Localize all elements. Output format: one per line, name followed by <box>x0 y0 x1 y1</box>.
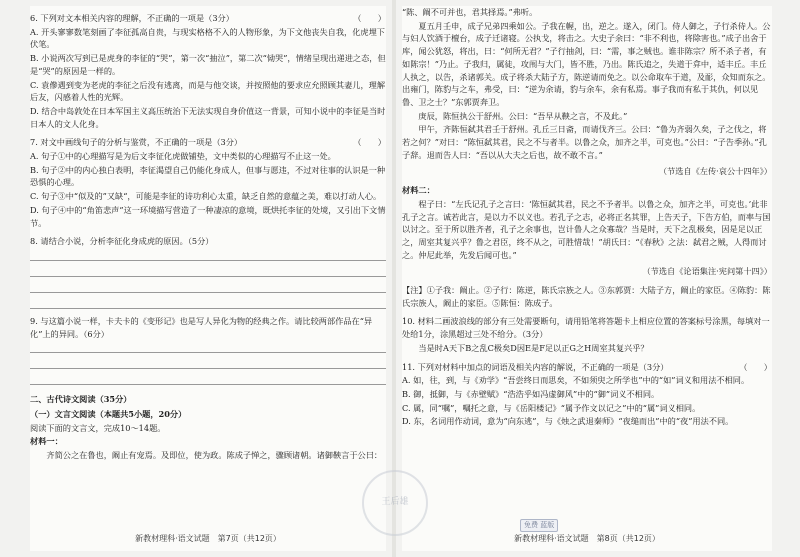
material-2-title: 材料二： <box>402 185 435 196</box>
q9-stem: 9. 与这篇小说一样，卡夫卡的《变形记》也是写人异化为物的经典之作。请比较两部作品在“异化”上的异同。（6分） <box>30 315 373 339</box>
q7-answer-paren: （ ） <box>353 137 386 148</box>
q11-answer-paren: （ ） <box>739 361 772 372</box>
q11-stem <box>402 361 772 374</box>
answer-line[interactable] <box>30 341 386 353</box>
q10-stem: 10. 材料二画波浪线的部分有三处需要断句，请用铅笔将答题卡上相应位置的答案标号涂黑，每填对一处给1分，涂黑超过三处不给分。（3分） <box>402 316 770 340</box>
material-1-title: 材料一： <box>30 436 63 447</box>
q6-option-a: A. 开头寥寥数笔刻画了李征孤高自贵，与现实格格不入的人物形象，为下文他丧失自我，化虎埋下伏笔。 <box>30 26 385 50</box>
q6-stem-text: 6. 下列对文本相关内容的理解，不正确的一项是（3分） <box>30 13 234 23</box>
page-footer-left: 新教材理科·语文试题 第7页（共12页） <box>135 533 281 543</box>
q6-option-b: B. 小说两次写到已是虎身的李征的“哭”，第一次“抽泣”，第二次“恸哭”，情绪呈现出递进之态，但是“哭”的原因是一样的。 <box>30 53 386 76</box>
q11-stem-text: 11. 下列对材料中加点的词语及相关内容的解说，不正确的一项是（3分） <box>402 361 669 372</box>
section-2a-title: （一）文言文阅读（本题共5小题，20分） <box>30 409 187 420</box>
watermark-seal-icon <box>362 470 428 536</box>
q11-option-c: C. 属，同“嘱”，嘱托之意，与《岳阳楼记》“属予作文以记之”中的“属”词义相同。 <box>402 402 701 413</box>
source-citation-2: （节选自《论语集注·宪问第十四》） <box>642 266 772 277</box>
q6-stem <box>30 12 386 25</box>
page-left <box>30 6 386 551</box>
corner-badge: 免费 蓝版 <box>520 519 558 532</box>
q11-option-d: D. 东，名词用作动词，意为“向东逃”，与《烛之武退秦师》“夜缒而出”中的“夜”用法不同。 <box>402 416 734 427</box>
answer-line[interactable] <box>30 373 386 385</box>
answer-line[interactable] <box>30 297 386 309</box>
q7-option-a: A. 句子①中的心理描写是为后文李征化虎做铺垫，文中类似的心理描写不止这一处。 <box>30 151 336 162</box>
footnote: 【注】①子我：阚止。②子行：陈逆，陈氏宗族之人。③东郭贾：大陆子方，阚止的家臣。④陈豹：陈氏宗族人，阚止的家臣。⑤陈恒：陈成子。 <box>402 285 771 308</box>
material-1-para-4: 甲午，齐陈恒弑其君壬于舒州。孔丘三日斋，而请伐齐三。公曰：“鲁为齐弱久矣，子之伐之，将若之何？”对曰：“陈恒弑其君，民之不与者半。以鲁之众，加齐之半，可克也。”公曰：“子告季孙。”孔子辞。退而告人曰：“吾以从大夫之后也，故不敢不言。” <box>402 124 767 160</box>
material-1-para-3: 庚辰，陈恒执公于舒州。公曰：“吾早从鞅之言，不及此。” <box>418 110 628 121</box>
q11-option-a: A. 如，往，到，与《劝学》“吾尝终日而思矣，不如须臾之所学也”中的“如”词义和用法不相同。 <box>402 375 750 386</box>
answer-line[interactable] <box>30 265 386 277</box>
q7-option-d: D. 句子④中的“角笛悲声”这一环境描写营造了一种凄凉的意境，既烘托李征的处境，又引出下文情节。 <box>30 204 386 228</box>
page-footer-right: 新教材理科·语文试题 第8页（共12页） <box>514 533 660 543</box>
answer-line[interactable] <box>30 357 386 369</box>
page-right <box>402 6 772 551</box>
watermark-seal-text: 王后雄 <box>381 497 409 508</box>
q7-stem-text: 7. 对文中画线句子的分析与鉴赏，不正确的一项是（3分） <box>30 137 243 148</box>
material-2-text: 程子曰：“左氏记孔子之言曰：‘陈恒弑其君，民之不予者半。以鲁之众，加齐之半，可克也。’此非孔子之言。诚若此言，是以力不以义也。若孔子之志，必将正名其罪，上告天子，下告方伯，而率与国以讨之。至于所以胜齐者，孔子之余事也，岂计鲁人之众寡哉？当是时，天下之乱极矣，因是足以正之，周室其复兴乎？鲁之君臣，终不从之，可胜惜哉！”胡氏曰：“《春秋》之法：弑君之贼，人得而讨之。仲尼此举，先发后闻可也。” <box>402 198 771 260</box>
q7-stem <box>30 136 386 149</box>
source-citation-1: （节选自《左传·哀公十四年》） <box>658 166 772 177</box>
q7-option-b: B. 句子②中的内心独白表明，李征渴望自己仍能化身成人，但事与愿违，不过对往事的认识是一种恐惧的心理。 <box>30 164 386 188</box>
q11-option-b: B. 御，抵御，与《赤壁赋》“浩浩乎如冯虚御风”中的“御”词义不相同。 <box>402 388 660 399</box>
reading-instruction: 阅读下面的文言文，完成10～14题。 <box>30 422 166 433</box>
q8-stem: 8. 请结合小说，分析李征化身成虎的原因。（5分） <box>30 236 214 247</box>
q6-answer-paren: （ ） <box>353 13 386 23</box>
section-2-title: 二、古代诗文阅读（35分） <box>30 394 132 405</box>
q6-option-c: C. 袁傪遇到变为老虎的李征之后没有逃离，而是与他交谈，并按照他的要求应允照顾其妻儿，理解后友，闪感着人性的光辉。 <box>30 79 386 103</box>
material-1-continued: “陈、阚不可并也，君其择焉。”弗听。 <box>402 7 538 17</box>
q10-segmentation-line: 当是时A天下B之乱C极矣D因E是F足以正G之H周室其复兴乎？ <box>418 342 649 353</box>
material-1-text: 齐简公之在鲁也，阚止有宠焉。及即位，使为政。陈成子惮之，骤顾诸朝。诸御鞅言于公曰： <box>46 450 383 461</box>
material-1-para-2: 夏五月壬申，成子兄弟四乘如公。子我在幄，出，逆之。遂入，闭门。侍人御之，子行杀侍人。公与妇人饮酒于檀台，成子迁诸寝。公执戈，将击之。大史子余曰：“非不利也，将除害也。”成子出舍于库，闻公犹怒，将出，曰：“何所无君？”子行抽剑，曰：“需，事之贼也。谁非陈宗？所不杀子者，有如陈宗！”乃止。子我归，属徒，攻闱与大门，皆不胜，乃出。陈氏追之，失道于弇中，适丰丘。丰丘人执之，以告，杀诸郭关。成子将杀大陆子方，陈逆请而免之。以公命取车于道，及耏，众知而东之。出雍门，陈豹与之车，弗受，曰：“逆为余请，豹与余车，余有私焉。事子我而有私于其仇，何以见鲁、卫之士？”东郭贾奔卫。 <box>402 20 771 107</box>
q6-option-d: D. 结合中岛敦处在日本军国主义高压统治下无法实现自身价值这一背景，可知小说中的李征是当时日本人的文人化身。 <box>30 105 386 129</box>
q7-option-c: C. 句子③中“似及的”又缺“，可能是李征的诗功利心太重，缺乏自然的意蕴之美，难以打动人心。 <box>30 191 382 202</box>
answer-line[interactable] <box>30 281 386 293</box>
answer-line[interactable] <box>30 249 386 261</box>
